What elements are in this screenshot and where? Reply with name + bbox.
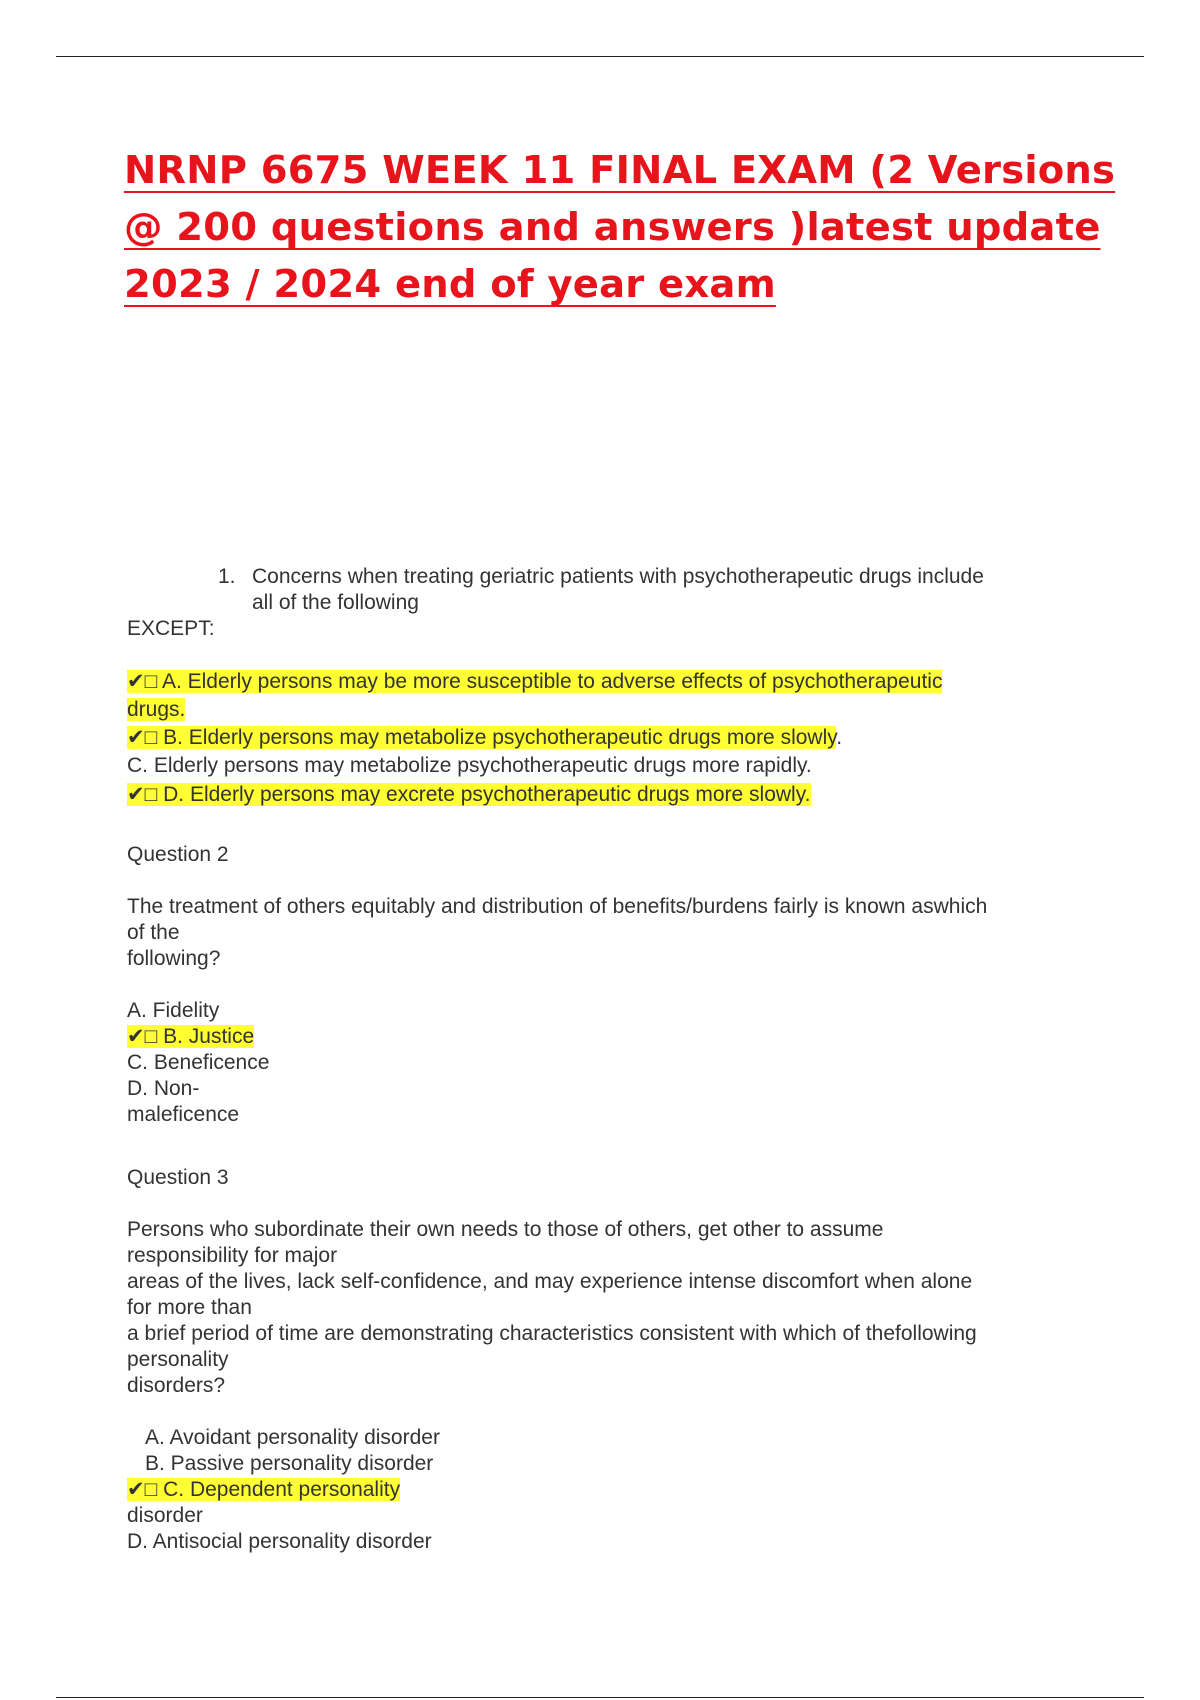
question-1-option-a-cont: drugs.: [127, 698, 186, 721]
question-2-text-line-3: following?: [127, 947, 221, 970]
question-3-option-c-cont: disorder: [127, 1504, 203, 1527]
question-3-text-line-6: personality: [127, 1348, 229, 1371]
question-3-option-a: A. Avoidant personality disorder: [145, 1426, 440, 1449]
question-3-text-line-2: responsibility for major: [127, 1244, 338, 1267]
question-3-text-line-5: a brief period of time are demonstrating characteristics consistent with which of thefollowing: [127, 1322, 977, 1345]
question-1-except: EXCEPT:: [127, 617, 215, 640]
bottom-rule: [56, 1697, 1144, 1698]
question-2-heading: Question 2: [127, 843, 229, 866]
question-3-text-line-4: for more than: [127, 1296, 252, 1319]
top-rule: [56, 56, 1144, 57]
question-3-text-line-7: disorders?: [127, 1374, 226, 1397]
question-2-option-b: ✔□ B. Justice: [127, 1025, 255, 1048]
title-line-1: NRNP 6675 WEEK 11 FINAL EXAM (2 Versions: [124, 148, 1116, 193]
question-1-option-d: ✔□ D. Elderly persons may excrete psychotherapeutic drugs more slowly.: [127, 783, 811, 806]
question-2-option-d: D. Non-: [127, 1077, 200, 1100]
question-2-option-c: C. Beneficence: [127, 1051, 270, 1074]
question-1-option-c: C. Elderly persons may metabolize psychotherapeutic drugs more rapidly.: [127, 754, 812, 777]
question-3-option-b: B. Passive personality disorder: [145, 1452, 434, 1475]
question-1-stem: [218, 564, 984, 616]
question-3-option-d: D. Antisocial personality disorder: [127, 1530, 432, 1553]
question-2: [127, 842, 987, 1128]
question-3-option-c: ✔□ C. Dependent personality: [127, 1478, 401, 1501]
document-title: [124, 142, 1164, 313]
question-1-option-a: ✔□ A. Elderly persons may be more susceptible to adverse effects of psychotherapeutic: [127, 670, 943, 693]
question-1-text-line-1: Concerns when treating geriatric patients with psychotherapeutic drugs include: [252, 565, 984, 588]
question-1-body: [127, 616, 942, 810]
question-1-number: 1.: [218, 565, 236, 588]
question-2-text-line-2: of the: [127, 921, 180, 944]
question-3-heading: Question 3: [127, 1166, 229, 1189]
question-3: [127, 1165, 977, 1555]
question-2-option-a: A. Fidelity: [127, 999, 220, 1022]
question-1-option-b-period: .: [836, 726, 843, 749]
question-1-text-line-2: all of the following: [252, 591, 419, 614]
title-line-3: 2023 / 2024 end of year exam: [124, 262, 776, 307]
question-3-text-line-1: Persons who subordinate their own needs to those of others, get other to assume: [127, 1218, 884, 1241]
title-line-2: @ 200 questions and answers )latest update: [124, 205, 1101, 250]
question-2-text-line-1: The treatment of others equitably and distribution of benefits/burdens fairly is known aswhich: [127, 895, 988, 918]
question-2-option-d-cont: maleficence: [127, 1103, 240, 1126]
question-1-option-b: ✔□ B. Elderly persons may metabolize psychotherapeutic drugs more slowly: [127, 726, 837, 749]
question-3-text-line-3: areas of the lives, lack self-confidence, and may experience intense discomfort when alone: [127, 1270, 973, 1293]
